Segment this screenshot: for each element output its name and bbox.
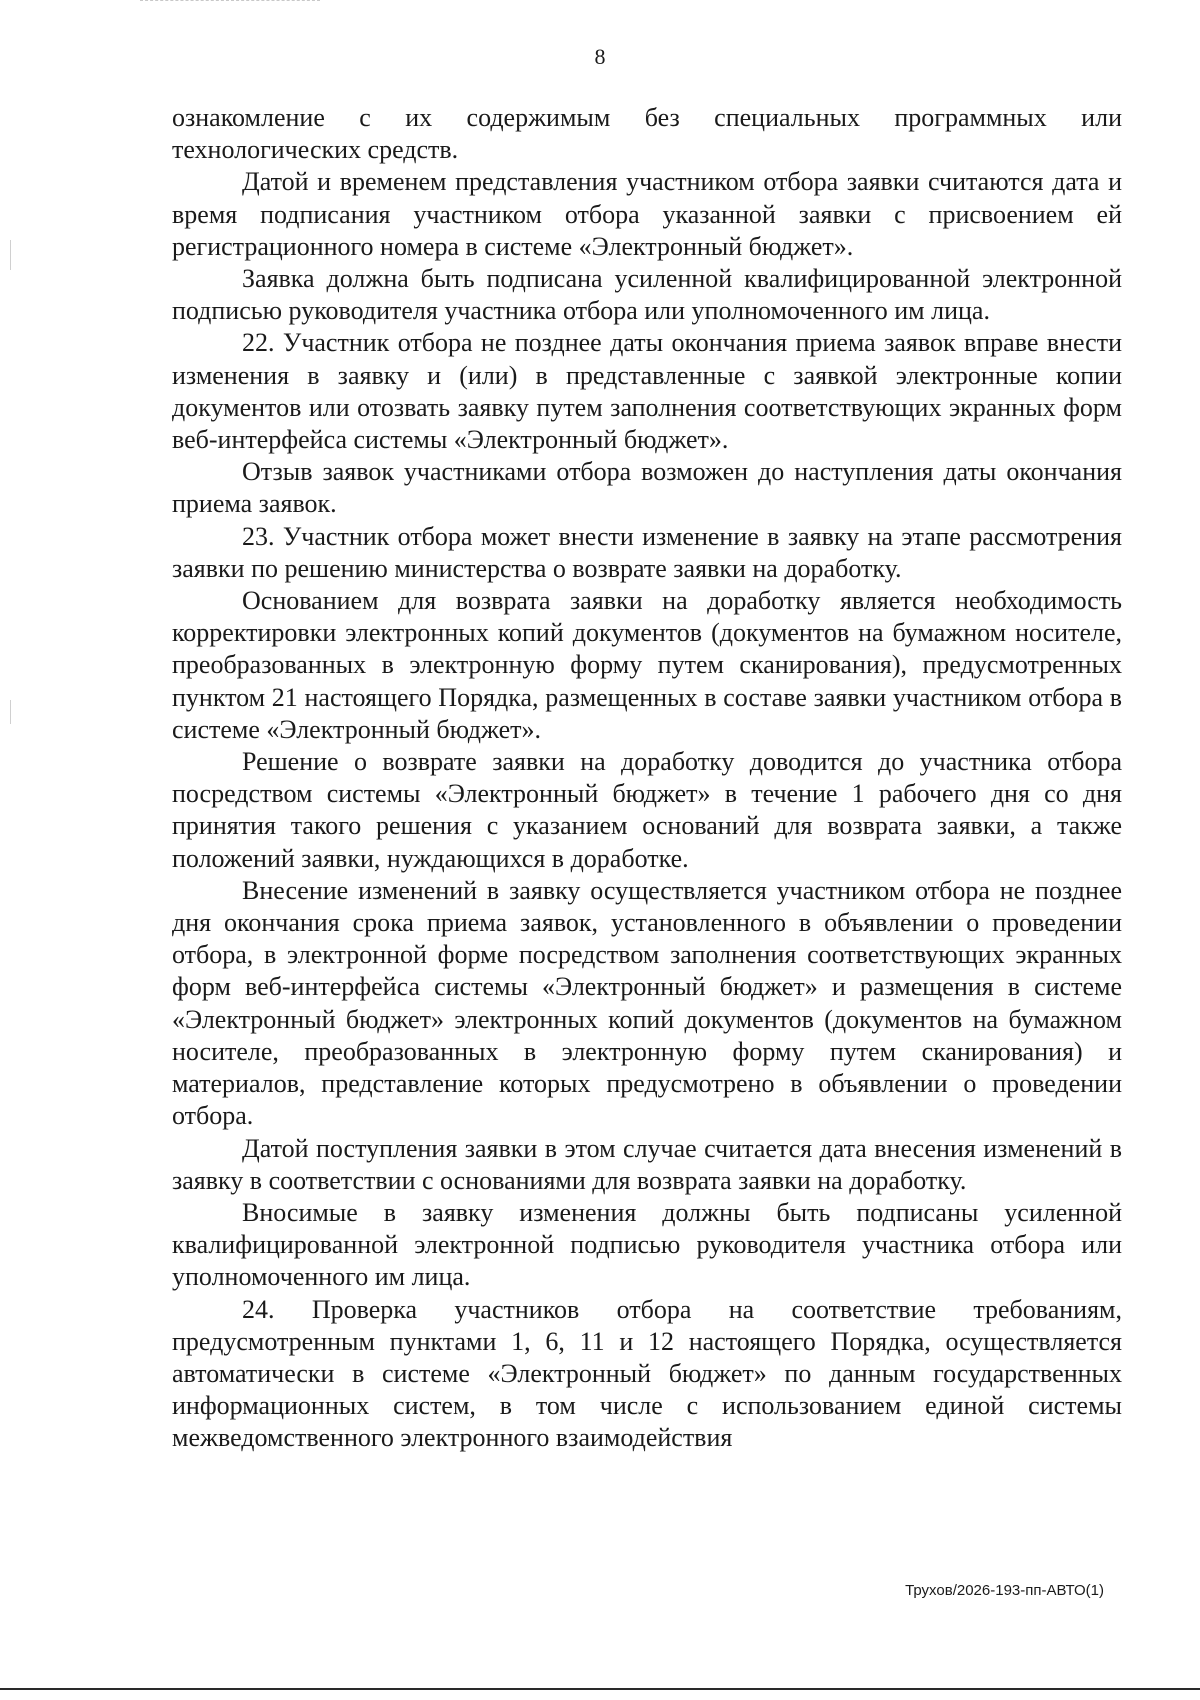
paragraph: Заявка должна быть подписана усиленной квалифицированной электронной подписью руководителя участника отбора или уполномоченного им лица.: [172, 264, 1122, 326]
paragraph: ознакомление с их содержимым без специальных программных или технологических средств.: [172, 103, 1122, 165]
page-number: 8: [594, 44, 606, 69]
paragraph: Датой и временем представления участником отбора заявки считаются дата и время подписания участником отбора указанной заявки с присвоением ей регистрационного номера в системе «Электронный бюджет».: [172, 167, 1122, 261]
paragraph: Вносимые в заявку изменения должны быть подписаны усиленной квалифицированной электронной подписью руководителя участника отбора или уполномоченного им лица.: [172, 1197, 1122, 1292]
document-footer-code: Трухов/2026-193-пп-АВТО(1): [905, 1582, 1104, 1599]
scan-artifact-margin: [10, 240, 11, 270]
paragraph: 23. Участник отбора может внести изменение в заявку на этапе рассмотрения заявки по решению министерства о возврате заявки на доработку.: [172, 521, 1122, 583]
document-body: [172, 102, 1122, 1455]
paragraph: Отзыв заявок участниками отбора возможен до наступления даты окончания приема заявок.: [172, 457, 1122, 519]
scan-artifact-bottom-line: [0, 1688, 1200, 1690]
scan-artifact-margin: [10, 700, 11, 724]
scan-artifact-top: [140, 0, 320, 5]
paragraph: 22. Участник отбора не позднее даты окончания приема заявок вправе внести изменения в заявку и (или) в представленные с заявкой электронные копии документов или отозвать заявку путем заполнения соответствующих экранных форм веб-интерфейса системы «Электронный бюджет».: [172, 328, 1122, 455]
paragraph: Датой поступления заявки в этом случае считается дата внесения изменений в заявку в соответствии с основаниями для возврата заявки на доработку.: [172, 1133, 1122, 1195]
paragraph: Внесение изменений в заявку осуществляется участником отбора не позднее дня окончания срока приема заявок, установленного в объявлении о проведении отбора, в электронной форме посредством заполнения соответствующих экранных форм веб-интерфейса системы «Электронный бюджет» и размещения в системе «Электронный бюджет» электронных копий документов (документов на бумажном носителе, преобразованных в электронную форму путем сканирования) и материалов, представление которых предусмотрено в объявлении о проведении отбора.: [172, 875, 1122, 1131]
paragraph: Основанием для возврата заявки на доработку является необходимость корректировки электронных копий документов (документов на бумажном носителе, преобразованных в электронную форму путем сканирования), предусмотренных пунктом 21 настоящего Порядка, размещенных в составе заявки участником отбора в системе «Электронный бюджет».: [172, 586, 1122, 744]
paragraph: Решение о возврате заявки на доработку доводится до участника отбора посредством системы «Электронный бюджет» в течение 1 рабочего дня со дня принятия такого решения с указанием оснований для возврата заявки, а также положений заявки, нуждающихся в доработке.: [172, 747, 1122, 873]
paragraph: 24. Проверка участников отбора на соответствие требованиям, предусмотренным пунктами 1, 6, 11 и 12 настоящего Порядка, осуществляется автоматически в системе «Электронный бюджет» по данным государственных информационных систем, в том числе с использованием единой системы межведомственного электронного взаимодействия: [172, 1294, 1122, 1453]
